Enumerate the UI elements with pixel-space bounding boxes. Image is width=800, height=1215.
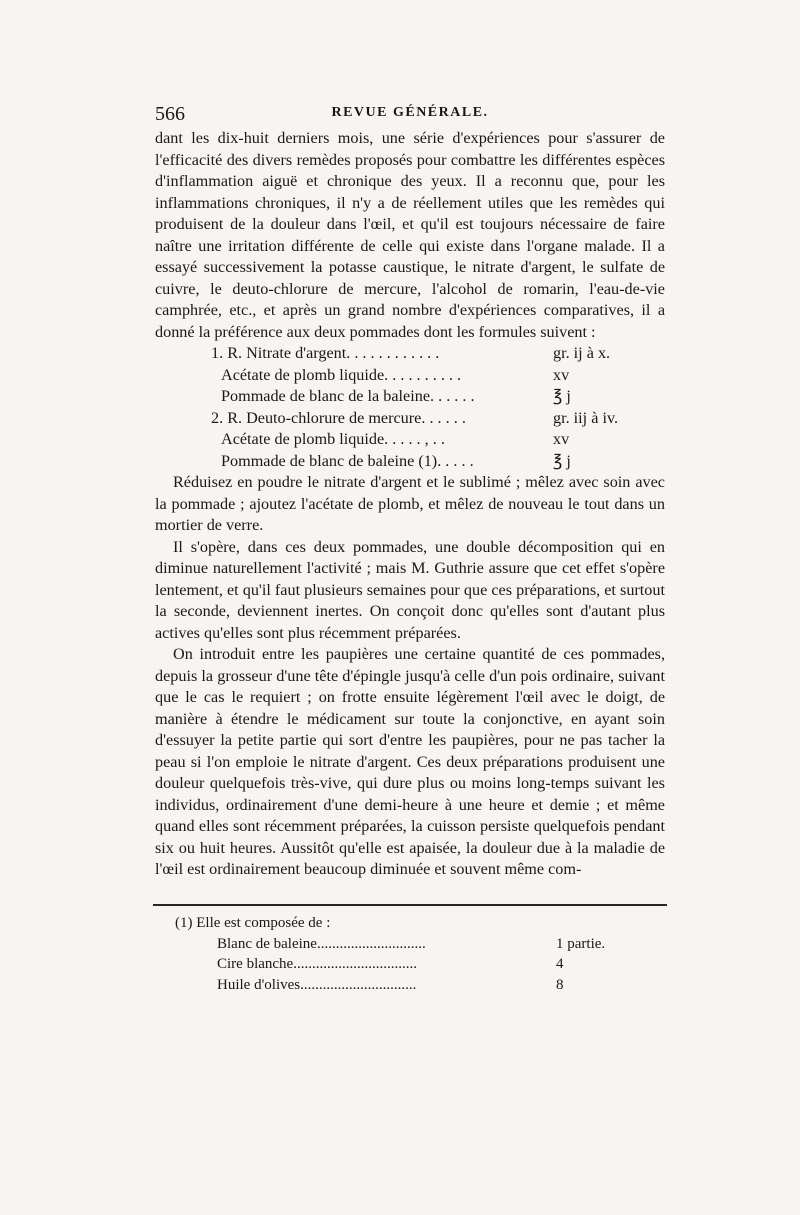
footnote-ingredient — [175, 954, 645, 975]
formula-dose: ℥ j — [553, 451, 571, 470]
formula-dose: ℥ j — [553, 387, 571, 405]
paragraph: Il s'opère, dans ces deux pommades, une double décomposition qui en diminue naturellement l'activité ; mais M. Guthrie assure que cet effet s'opère lentement, et qu'il faut plusieurs semaines pour que ces préparations, et surtout la seconde, deviennent inertes. On conçoit donc qu'elles sont d'autant plus actives qu'elles sont plus récemment préparées. — [155, 537, 665, 642]
formula-dose: gr. ij à x. — [553, 344, 611, 362]
footnote-intro: (1) Elle est composée de : — [175, 915, 331, 931]
formula-label: Acétate de plomb liquide. . . . . . . . . . — [221, 365, 462, 384]
formula-label: Acétate de plomb liquide. . . . . , . . — [221, 430, 445, 448]
formula-label: 2. R. Deuto-chlorure de mercure. . . . . . — [211, 408, 466, 427]
formula-label: Pommade de blanc de la baleine. . . . . . — [221, 387, 475, 405]
ingredient-name: Huile d'olives............................... — [217, 976, 417, 993]
ingredient-quantity: 1 partie. — [556, 935, 606, 952]
formula-dose: xv — [553, 430, 570, 448]
footnote-divider — [153, 904, 667, 906]
page-header — [155, 103, 665, 127]
formula-line — [155, 365, 665, 387]
footnote — [175, 913, 645, 995]
body-text — [155, 128, 665, 881]
formula-list — [155, 343, 665, 472]
footnote-ingredient — [175, 975, 645, 996]
formula-label: Pommade de blanc de baleine (1). . . . . — [221, 451, 474, 470]
formula-dose: gr. iij à iv. — [553, 408, 619, 427]
formula-line — [155, 451, 665, 473]
ingredient-quantity: 8 — [556, 976, 564, 993]
formula-line — [155, 343, 665, 365]
formula-line — [155, 429, 665, 451]
paragraph-continued: dant les dix-huit derniers mois, une série d'expériences pour s'assurer de l'efficacité des divers remèdes proposés pour combattre les différentes espèces d'inflammation aiguë et chronique des yeux. Il a reconnu que, pour les inflammations chroniques, il n'y a de réellement utiles que les remèdes qui produisent de la douleur dans l'œil, et qu'il est toujours nécessaire de faire naître une irritation différente de celle qui existe dans l'organe malade. Il a essayé successivement la potasse caustique, le nitrate d'argent, le sulfate de cuivre, le deuto-chlorure de mercure, l'alcohol de romarin, l'eau-de-vie camphrée, etc., et après un grand nombre d'expériences comparatives, il a donné la préférence aux deux pommades dont les formules suivent : — [155, 129, 665, 341]
formula-label: 1. R. Nitrate d'argent. . . . . . . . . . . . — [211, 344, 440, 362]
formula-dose: xv — [553, 365, 570, 384]
paragraph: Réduisez en poudre le nitrate d'argent et le sublimé ; mêlez avec soin avec la pommade ; ajoutez l'acétate de plomb, et mêlez de nouveau le tout dans un mortier de verre. — [155, 473, 665, 534]
ingredient-name: Blanc de baleine............................. — [217, 935, 426, 952]
running-title: REVUE GÉNÉRALE. — [331, 105, 489, 120]
footnote-ingredient — [175, 934, 645, 955]
formula-line — [155, 386, 665, 408]
formula-line — [155, 408, 665, 430]
ingredient-name: Cire blanche................................. — [217, 956, 417, 972]
ingredient-quantity: 4 — [556, 956, 564, 972]
paragraph: On introduit entre les paupières une certaine quantité de ces pommades, depuis la grosseur d'une tête d'épingle jusqu'à celle d'un pois ordinaire, suivant que le cas le requiert ; on frotte ensuite légèrement l'œil avec le doigt, de manière à étendre le médicament sur toute la conjonctive, en ayant soin d'essuyer la petite partie qui sort d'entre les paupières, pour ne pas tacher la peau si l'on emploie le nitrate d'argent. Ces deux préparations produisent une douleur quelquefois très-vive, qui dure plus ou moins long-temps suivant les individus, ordinairement d'une demi-heure à une heure et demie ; et même quand elles sont récemment préparées, la cuisson persiste quelquefois pendant six ou huit heures. Aussitôt qu'elle est apaisée, la douleur due à la maladie de l'œil est ordinairement beaucoup diminuée et souvent même com- — [155, 645, 665, 878]
page-number: 566 — [155, 103, 185, 125]
